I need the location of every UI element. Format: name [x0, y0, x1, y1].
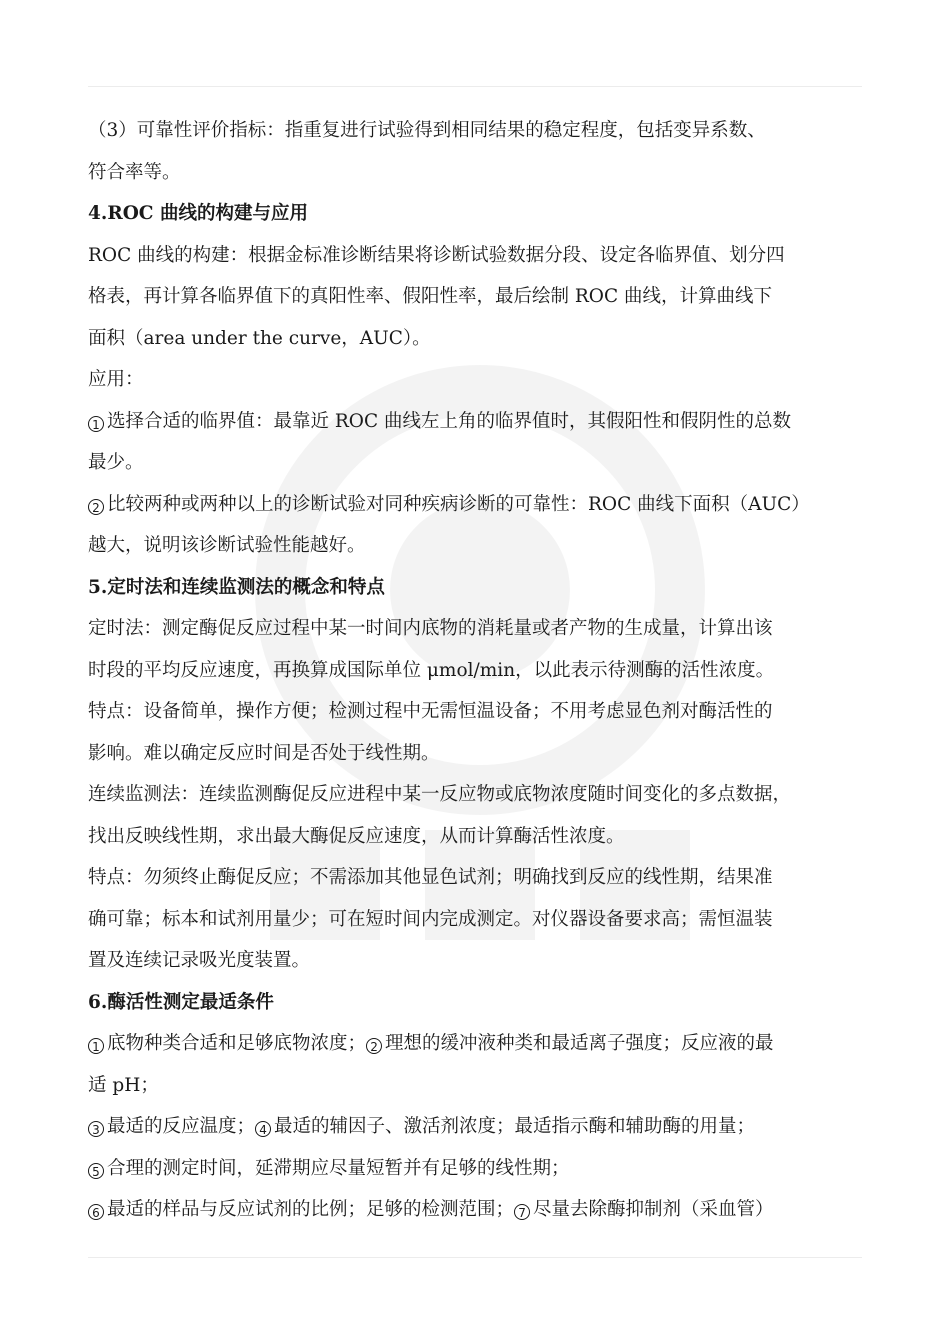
- section5-p7: 特点：勿须终止酶促反应；不需添加其他显色试剂；明确找到反应的线性期，结果准: [88, 867, 773, 888]
- section4-p3: 面积（area under the curve，AUC）。: [88, 327, 431, 349]
- section5-heading: 5.定时法和连续监测法的概念和特点: [88, 576, 385, 598]
- section6-row2: [88, 1106, 878, 1148]
- section6-row4: [88, 1189, 878, 1231]
- page-content: [88, 110, 878, 1231]
- section6-item5-text: 合理的测定时间，延滞期应尽量短暂并有足够的线性期；: [107, 1157, 570, 1179]
- circled-number-1: 1: [88, 1038, 104, 1054]
- section4-item2: [88, 484, 878, 526]
- section5-p5: 连续监测法：连续监测酶促反应进程中某一反应物或底物浓度随时间变化的多点数据，: [88, 784, 792, 805]
- footer-divider: [88, 1257, 862, 1258]
- circled-number-6: 6: [88, 1204, 104, 1220]
- section6-item7-text: 尽量去除酶抑制剂（采血管）: [533, 1199, 774, 1220]
- section5-p2: 时段的平均反应速度，再换算成国际单位 μmol/min，以此表示待测酶的活性浓度。: [88, 659, 775, 681]
- header-divider: [88, 86, 862, 87]
- section6-row3: [88, 1148, 878, 1190]
- section4-item1: [88, 401, 878, 443]
- section6-row1-cont: 适 pH；: [88, 1074, 159, 1096]
- section4-item2-text: 比较两种或两种以上的诊断试验对同种疾病诊断的可靠性：ROC 曲线下面积（AUC）: [107, 493, 810, 515]
- section6-item3-text: 最适的反应温度；: [107, 1116, 256, 1137]
- section6-item6-text: 最适的样品与反应试剂的比例；足够的检测范围；: [107, 1199, 515, 1220]
- circled-number-4: 4: [255, 1121, 271, 1137]
- section6-item1-text: 底物种类合适和足够底物浓度；: [107, 1033, 367, 1054]
- section5-p1: 定时法：测定酶促反应过程中某一时间内底物的消耗量或者产物的生成量，计算出该: [88, 618, 773, 639]
- section5-p8: 确可靠；标本和试剂用量少；可在短时间内完成测定。对仪器设备要求高；需恒温装: [88, 908, 773, 930]
- section4-p1: ROC 曲线的构建：根据金标准诊断结果将诊断试验数据分段、设定各临界值、划分四: [88, 244, 785, 266]
- section4-item2-cont: 越大，说明该诊断试验性能越好。: [88, 535, 366, 556]
- section6-heading: 6.酶活性测定最适条件: [88, 991, 274, 1013]
- section6-row1: [88, 1023, 878, 1065]
- circled-number-2: 2: [366, 1038, 382, 1054]
- section6-item2-text: 理想的缓冲液种类和最适离子强度；反应液的最: [385, 1033, 774, 1054]
- circled-number-7: 7: [514, 1204, 530, 1220]
- section3-line1: （3）可靠性评价指标：指重复进行试验得到相同结果的稳定程度，包括变异系数、: [88, 120, 766, 141]
- section6-item4-text: 最适的辅因子、激活剂浓度；最适指示酶和辅助酶的用量；: [274, 1116, 756, 1137]
- section5-p9: 置及连续记录吸光度装置。: [88, 950, 311, 971]
- circled-number-2: 2: [88, 499, 104, 515]
- section4-p2: 格表，再计算各临界值下的真阳性率、假阳性率，最后绘制 ROC 曲线，计算曲线下: [88, 286, 773, 307]
- section5-p3: 特点：设备简单，操作方便；检测过程中无需恒温设备；不用考虑显色剂对酶活性的: [88, 701, 773, 722]
- circled-number-5: 5: [88, 1163, 104, 1179]
- section5-p4: 影响。难以确定反应时间是否处于线性期。: [88, 742, 440, 764]
- circled-number-1: 1: [88, 416, 104, 432]
- section4-heading: 4.ROC 曲线的构建与应用: [88, 203, 308, 224]
- section4-item1-cont: 最少。: [88, 452, 144, 473]
- section4-item1-text: 选择合适的临界值：最靠近 ROC 曲线左上角的临界值时，其假阳性和假阴性的总数: [107, 410, 792, 432]
- section4-app-label: 应用：: [88, 369, 144, 390]
- circled-number-3: 3: [88, 1121, 104, 1137]
- section5-p6: 找出反映线性期，求出最大酶促反应速度，从而计算酶活性浓度。: [88, 825, 625, 847]
- section3-line2: 符合率等。: [88, 161, 181, 183]
